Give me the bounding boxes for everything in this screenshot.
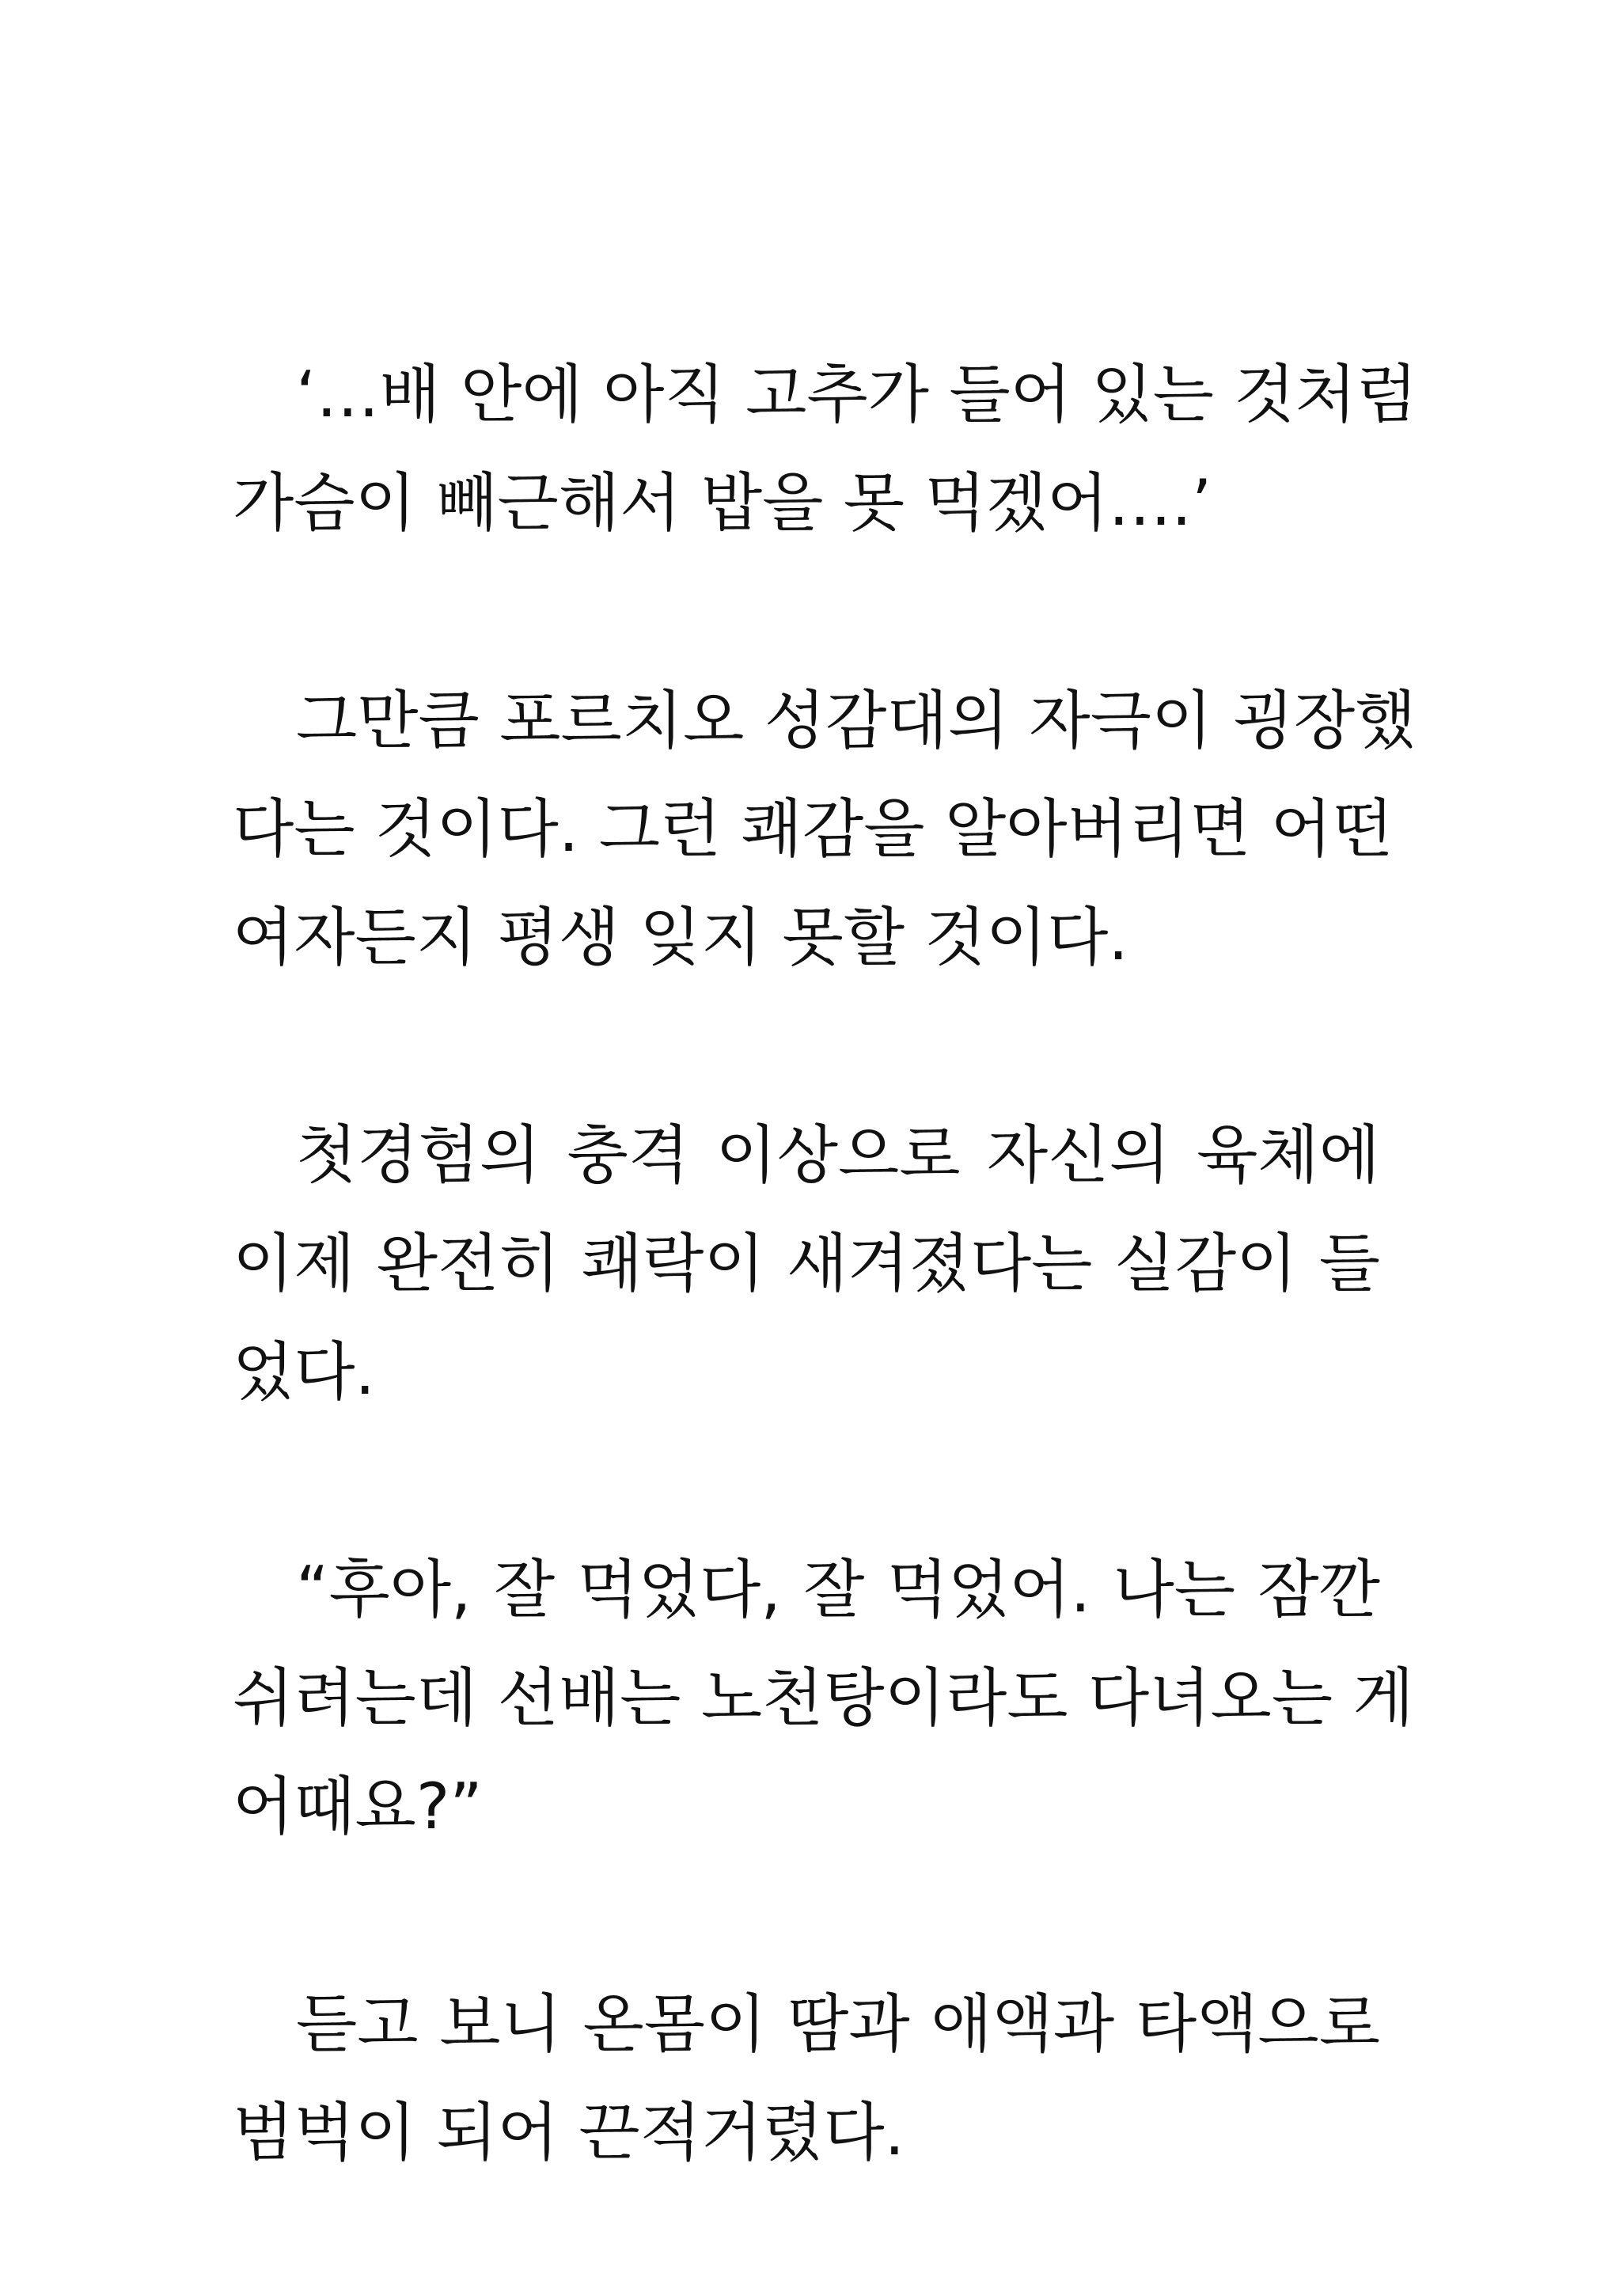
text-line: 다는 것이다. 그런 쾌감을 알아버리면 어떤 [233, 792, 1394, 866]
body-text [233, 340, 1418, 2296]
text-line: 었다. [233, 1335, 375, 1409]
text-line: 범벅이 되어 끈적거렸다. [233, 2096, 905, 2169]
text-line: 첫경험의 충격 이상으로 자신의 육체에 [296, 1118, 1380, 1192]
paragraph-2 [233, 666, 1417, 992]
text-line: 듣고 보니 온몸이 땀과 애액과 타액으로 [296, 1987, 1380, 2061]
text-line: 그만큼 포르치오 성감대의 자극이 굉장했 [296, 684, 1417, 757]
text-line: 여자든지 평생 잊지 못할 것이다. [233, 901, 1128, 974]
paragraph-5 [233, 1970, 1380, 2187]
text-line: 이제 완전히 쾌락이 새겨졌다는 실감이 들 [233, 1227, 1380, 1300]
text-line: “후아, 잘 먹었다, 잘 먹었어. 나는 잠깐 [296, 1553, 1380, 1626]
text-line: 가슴이 빼근해서 밥을 못 먹겠어….’ [233, 466, 1212, 540]
paragraph-1 [233, 340, 1418, 557]
text-line: 어때요?” [233, 1770, 483, 1843]
paragraph-3 [233, 1101, 1380, 1426]
text-line: ‘…배 안에 아직 고추가 들어 있는 것처럼 [296, 358, 1418, 431]
text-line: 쉬려는데 선배는 노천탕이라도 다녀오는 게 [233, 1661, 1414, 1735]
paragraph-4 [233, 1535, 1414, 1861]
